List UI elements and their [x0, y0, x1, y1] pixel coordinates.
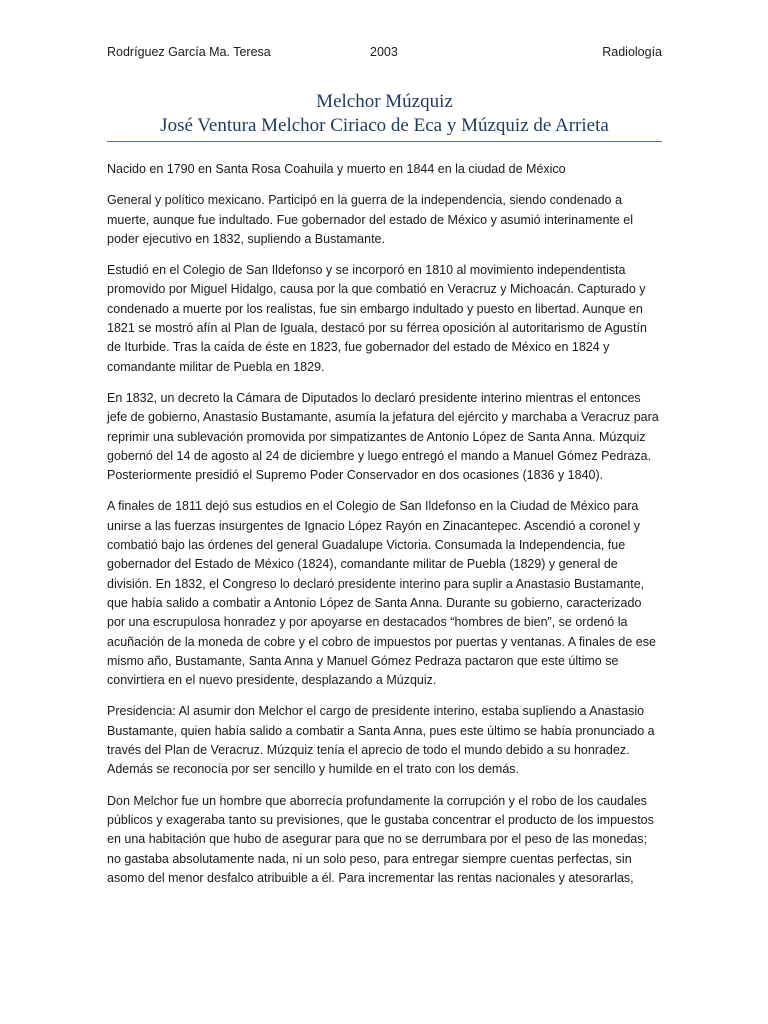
- title-line-short-name: Melchor Múzquiz: [316, 91, 453, 112]
- header-year: 2003: [370, 45, 398, 59]
- paragraph-birth: Nacido en 1790 en Santa Rosa Coahuila y muerto en 1844 en la ciudad de México: [107, 162, 566, 176]
- document-title: [107, 90, 662, 138]
- header-subject: Radiología: [602, 45, 662, 59]
- title-divider: [107, 141, 662, 142]
- document-page: [107, 0, 662, 1024]
- document-body: [107, 160, 662, 900]
- paragraph-character: Don Melchor fue un hombre que aborrecía profundamente la corrupción y el robo de los caudales públicos y exageraba tanto su previsiones, que le gustaba concentrar el producto de los impuestos en una habitación que hubo de asegurar para que no se derrumbara por el peso de las monedas; no gastaba absolutamente nada, ni un solo peso, para entregar siempre cuentas perfectas, sin asomo del menor desfalco atribuible a él. Para incrementar las rentas nacionales y atesorarlas,: [107, 793, 654, 885]
- header-author: Rodríguez García Ma. Teresa: [107, 45, 271, 59]
- paragraph-summary: General y político mexicano. Participó en la guerra de la independencia, siendo condenado a muerte, aunque fue indultado. Fue gobernador del estado de México y asumió interinamente el poder ejecutivo en 1832, supliendo a Bustamante.: [107, 193, 634, 246]
- paragraph-1832-decree: En 1832, un decreto la Cámara de Diputados lo declaró presidente interino mientras el entonces jefe de gobierno, Anastasio Bustamante, asumía la jefatura del ejército y marchaba a Veracruz para reprimir una sublevación promovida por simpatizantes de Antonio López de Santa Anna. Múzquiz gobernó del 14 de agosto al 24 de diciembre y luego entregó el mando a Manuel Gómez Pedraza. Posteriormente presidió el Supremo Poder Conservador en dos ocasiones (1836 y 1840).: [107, 390, 659, 483]
- paragraph-education: Estudió en el Colegio de San Ildefonso y se incorporó en 1810 al movimiento independentista promovido por Miguel Hidalgo, causa por la que combatió en Veracruz y Michoacán. Capturado y condenado a muerte por los realistas, fue sin embargo indultado y puesto en libertad. Aunque en 1821 se mostró afín al Plan de Iguala, destacó por su férrea oposición al autoritarismo de Agustín de Iturbide. Tras la caída de éste en 1823, fue gobernador del estado de México en 1824 y comandante militar de Puebla en 1829.: [107, 263, 647, 374]
- title-line-full-name: José Ventura Melchor Ciriaco de Eca y Múzquiz de Arrieta: [160, 115, 609, 136]
- paragraph-presidency: Presidencia: Al asumir don Melchor el cargo de presidente interino, estaba supliendo a Anastasio Bustamante, quien había salido a combatir a Santa Anna, pues este último se había pronunciado a través del Plan de Veracruz. Múzquiz tenía el aprecio de todo el mundo debido a su honradez. Además se reconocía por ser sencillo y humilde en el trato con los demás.: [107, 704, 655, 777]
- page-header: [107, 44, 662, 62]
- paragraph-military-career: A finales de 1811 dejó sus estudios en el Colegio de San Ildefonso en la Ciudad de México para unirse a las fuerzas insurgentes de Ignacio López Rayón en Zinacantepec. Ascendió a coronel y combatió bajo las órdenes del general Guadalupe Victoria. Consumada la Independencia, fue gobernador del Estado de México (1824), comandante militar de Puebla (1829) y general de división. En 1832, el Congreso lo declaró presidente interino para suplir a Anastasio Bustamante, que había salido a combatir a Antonio López de Santa Anna. Durante su gobierno, caracterizado por una escrupulosa honradez y por apoyarse en destacados “hombres de bien”, se ordenó la acuñación de la moneda de cobre y el cobro de impuestos por puertas y ventanas. A finales de ese mismo año, Bustamante, Santa Anna y Manuel Gómez Pedraza pactaron que este último se convirtiera en el nuevo presidente, desplazando a Múzquiz.: [107, 499, 656, 688]
